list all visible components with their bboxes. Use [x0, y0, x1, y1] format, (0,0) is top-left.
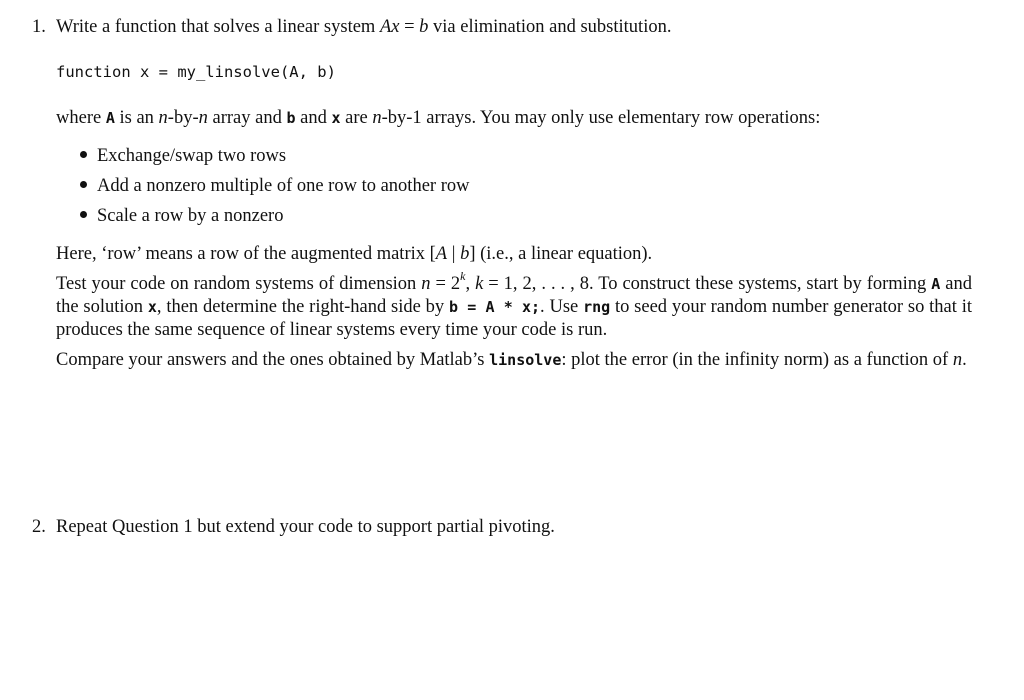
code-signature: function x = my_linsolve(A, b)	[56, 63, 336, 81]
question-1-intro: Write a function that solves a linear system Ax = b via elimination and substitution.	[56, 17, 672, 37]
bullet-dot-icon	[80, 151, 87, 158]
bullet-dot-icon	[80, 211, 87, 218]
math-b: b	[419, 17, 429, 37]
row-definition-paragraph: Here, ‘row’ means a row of the augmented matrix [A | b] (i.e., a linear equation).	[56, 244, 653, 264]
question-1-number: 1.	[32, 17, 46, 37]
bullet-item: Scale a row by a nonzero	[80, 205, 283, 228]
question-2-text: Repeat Question 1 but extend your code to support partial pivoting.	[56, 517, 555, 537]
compare-paragraph: Compare your answers and the ones obtained by Matlab’s linsolve: plot the error (in the infinity norm) as a function of n.	[56, 350, 967, 370]
question-2-number: 2.	[32, 517, 46, 537]
where-paragraph: where A is an n-by-n array and b and x are n-by-1 arrays. You may only use elementary row operations:	[56, 108, 821, 128]
math-Ax: Ax	[379, 17, 400, 37]
bullet-item: Exchange/swap two rows	[80, 145, 286, 168]
bullet-item: Add a nonzero multiple of one row to another row	[80, 175, 469, 198]
bullet-dot-icon	[80, 181, 87, 188]
test-paragraph: Test your code on random systems of dimension $n = 2^k$, k = 1, 2, . . . , 8. To construct these systems, start by forming A and the solution x, then determine the right-hand side by b = A * x;. Use rng to seed your random number generator so that it produces the same sequence of linear systems every time your code is run.	[56, 268, 972, 340]
